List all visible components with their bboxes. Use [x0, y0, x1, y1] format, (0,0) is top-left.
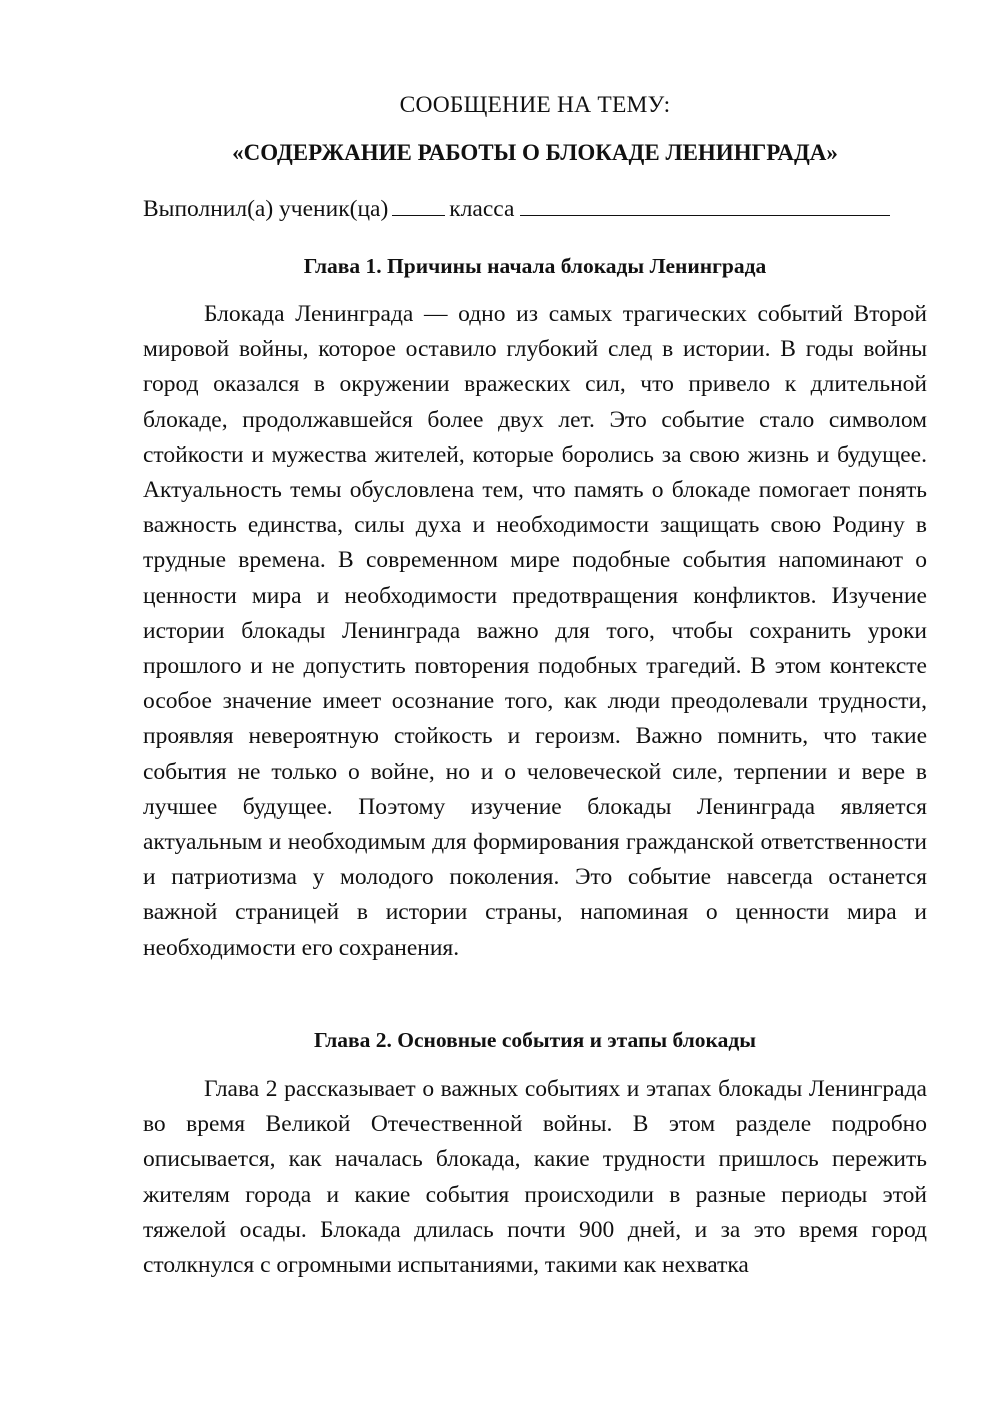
chapter-1-heading: Глава 1. Причины начала блокады Ленинграда [303, 254, 767, 278]
document-topic: СООБЩЕНИЕ НА ТЕМУ: [399, 92, 671, 118]
class-number-blank [392, 197, 445, 216]
author-name-blank [520, 197, 890, 216]
chapter-1-paragraph: Блокада Ленинграда — одно из самых трагических событий Второй мировой войны, которое оставило глубокий след в истории. В годы войны город оказался в окружении вражеских сил, что привело к длительной блокаде, продолжавшейся более двух лет. Это событие стало символом стойкости и мужества жителей, которые боролись за свою жизнь и будущее. Актуальность темы обусловлена тем, что память о блокаде помогает понять важность единства, силы духа и необходимости защищать свою Родину в трудные времена. В современном мире подобные события напоминают о ценности мира и необходимости предотвращения конфликтов. Изучение истории блокады Ленинграда важно для того, чтобы сохранить уроки прошлого и не допустить повторения подобных трагедий. В этом контексте особое значение имеет осознание того, как люди преодолевали трудности, проявляя невероятную стойкость и героизм. Важно помнить, что такие события не только о войне, но и о человеческой силе, терпении и вере в лучшее будущее. Поэтому изучение блокады Ленинграда является актуальным и необходимым для формирования гражданской ответственности и патриотизма у молодого поколения. Это событие навсегда останется важной страницей в истории страны, напоминая о ценности мира и необходимости его сохранения. [143, 301, 927, 961]
document-page [143, 0, 927, 1414]
chapter-2-heading: Глава 2. Основные события и этапы блокады [313, 1028, 757, 1052]
chapter-2-paragraph: Глава 2 рассказывает о важных событиях и этапах блокады Ленинграда во время Великой Отечественной войны. В этом разделе подробно описывается, как началась блокада, какие трудности пришлось пережить жителям города и какие события происходили в разные периоды этой тяжелой осады. Блокада длилась почти 900 дней, и за это время город столкнулся с огромными испытаниями, такими как нехватка [143, 1076, 927, 1279]
author-line [143, 196, 927, 223]
author-class-word: класса [449, 196, 515, 222]
document-title: «СОДЕРЖАНИЕ РАБОТЫ О БЛОКАДЕ ЛЕНИНГРАДА» [232, 140, 838, 165]
author-prefix: Выполнил(а) ученик(ца) [143, 196, 389, 222]
